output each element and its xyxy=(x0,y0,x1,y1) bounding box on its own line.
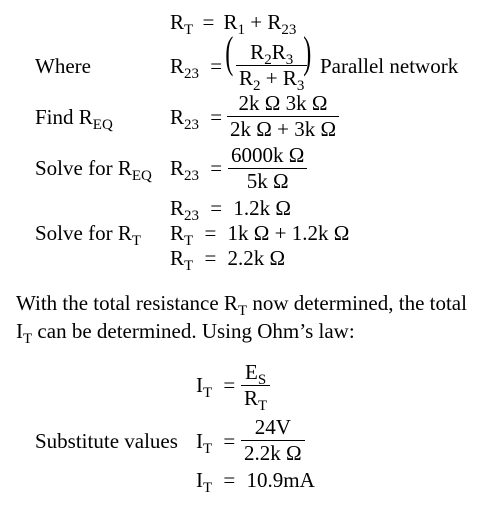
eq-lhs: R xyxy=(170,10,185,34)
fraction-substituted xyxy=(241,417,305,464)
equals-sign: = xyxy=(223,429,236,453)
eq-lhs-sub: 23 xyxy=(184,66,200,82)
label-find-req: Find $R_{EQ}$ xyxy=(35,105,113,133)
eq-term: R xyxy=(267,10,282,34)
fraction-numerator: $R_2R_3$ xyxy=(250,40,294,68)
paragraph-line-2: $I_T$ can be determined. Using Ohm’s law: xyxy=(16,319,355,347)
eq-term-sub: 23 xyxy=(281,22,297,38)
eq-lhs-sub: T xyxy=(184,22,194,38)
equals-sign: = xyxy=(223,373,236,397)
equals-sign: = xyxy=(210,196,223,220)
eq-substituted-lhs: $I_T$ = xyxy=(196,429,236,457)
equals-sign: = xyxy=(204,221,217,245)
eq-lhs: R xyxy=(170,54,185,78)
left-paren: ( xyxy=(225,28,234,77)
eq-result-value: 2.2k Ω xyxy=(227,246,286,270)
fraction-numerator: $E_S$ xyxy=(245,360,267,388)
fraction-numerator: 24V xyxy=(254,415,291,439)
label-substitute-values: Substitute values xyxy=(35,429,178,453)
label-solve-rt: Solve for $R_T$ xyxy=(35,221,141,249)
eq-sum-value: 1k Ω + 1.2k Ω xyxy=(227,221,350,245)
paragraph-line-1: With the total resistance $R_T$ now determined, the total xyxy=(16,291,467,319)
eq-r23-substituted-lhs: $R_{23}$ = xyxy=(170,105,223,133)
equals-sign: = xyxy=(210,105,223,129)
eq-r23-formula-lhs xyxy=(170,54,223,82)
fraction-denominator: 2.2k Ω xyxy=(244,441,302,466)
eq-rt-sum: $R_T = 1k$ Ω + 1.2k Ω xyxy=(170,221,350,249)
fraction-r23-substituted xyxy=(227,93,339,140)
fraction-denominator: $R_T$ xyxy=(244,386,268,415)
fraction-r23-product xyxy=(228,145,307,192)
note-parallel-network: Parallel network xyxy=(320,54,459,78)
eq-rt-result: $R_T = 2.2k$ Ω xyxy=(170,246,286,274)
fraction-denominator: 5k Ω xyxy=(246,169,289,194)
eq-result-value: 1.2k Ω xyxy=(233,196,291,220)
eq-term: R xyxy=(223,10,238,34)
equals-sign: = xyxy=(204,246,217,270)
fraction-denominator: $R_2 + R_3$ xyxy=(239,66,305,95)
plus-sign: + xyxy=(250,10,263,34)
equals-sign: = xyxy=(202,10,215,34)
equals-sign: = xyxy=(223,468,236,492)
eq-result-value: 10.9mA xyxy=(246,468,315,492)
equals-sign: = xyxy=(210,54,223,78)
equals-sign: = xyxy=(210,156,223,180)
fraction-denominator: 2k Ω + 3k Ω xyxy=(230,117,337,142)
label-solve-req: Solve for $R_{EQ}$ xyxy=(35,156,152,184)
eq-r23-product-lhs: $R_{23}$ = xyxy=(170,156,223,184)
eq-current-result: $I_T = 10.9mA$ xyxy=(196,468,315,496)
fraction-ohms-law xyxy=(241,360,270,415)
eq-term-sub: 1 xyxy=(237,22,246,38)
eq-ohms-law-lhs: $I_T$ = xyxy=(196,373,236,401)
fraction-numerator: 6000k Ω xyxy=(231,143,305,167)
eq-r23-result: $R_{23} = 1.2k$ Ω xyxy=(170,196,291,224)
fraction-r23-formula xyxy=(236,40,307,95)
label-where: Where xyxy=(35,54,91,78)
fraction-numerator: 2k Ω 3k Ω xyxy=(238,91,328,115)
right-paren: ) xyxy=(303,28,312,77)
